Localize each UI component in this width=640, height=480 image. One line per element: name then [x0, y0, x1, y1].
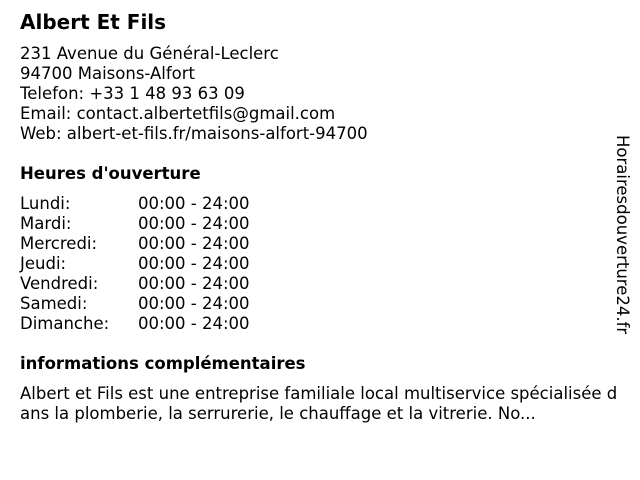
day-hours: 00:00 - 24:00: [138, 214, 250, 233]
day-hours: 00:00 - 24:00: [138, 234, 250, 253]
web-line: Web: albert-et-fils.fr/maisons-alfort-94700: [20, 124, 368, 143]
address-city: 94700 Maisons-Alfort: [20, 64, 196, 83]
phone-line: Telefon: +33 1 48 93 63 09: [20, 84, 245, 103]
day-hours: 00:00 - 24:00: [138, 314, 250, 333]
business-description: Albert et Fils est une entreprise familiale local multiservice spécialisée dans la plomberie, la serrurerie, le chauffage et la vitrerie. No...: [20, 384, 618, 423]
email-line: Email: contact.albertetfils@gmail.com: [20, 104, 336, 123]
day-hours: 00:00 - 24:00: [138, 274, 250, 293]
contact-block: [20, 44, 368, 144]
day-label: Vendredi:: [20, 274, 99, 293]
day-hours: 00:00 - 24:00: [138, 194, 250, 213]
day-label: Jeudi:: [20, 254, 67, 273]
additional-info-heading: informations complémentaires: [20, 354, 306, 373]
day-label: Samedi:: [20, 294, 88, 313]
day-hours: 00:00 - 24:00: [138, 254, 250, 273]
site-watermark: Horairesdouverture24.fr: [613, 135, 632, 335]
day-label: Lundi:: [20, 194, 71, 213]
day-hours: 00:00 - 24:00: [138, 294, 250, 313]
address-street: 231 Avenue du Général-Leclerc: [20, 44, 279, 63]
day-label: Mercredi:: [20, 234, 98, 253]
day-label: Mardi:: [20, 214, 72, 233]
business-name: Albert Et Fils: [20, 10, 167, 34]
day-label: Dimanche:: [20, 314, 110, 333]
opening-hours-heading: Heures d'ouverture: [20, 164, 201, 183]
